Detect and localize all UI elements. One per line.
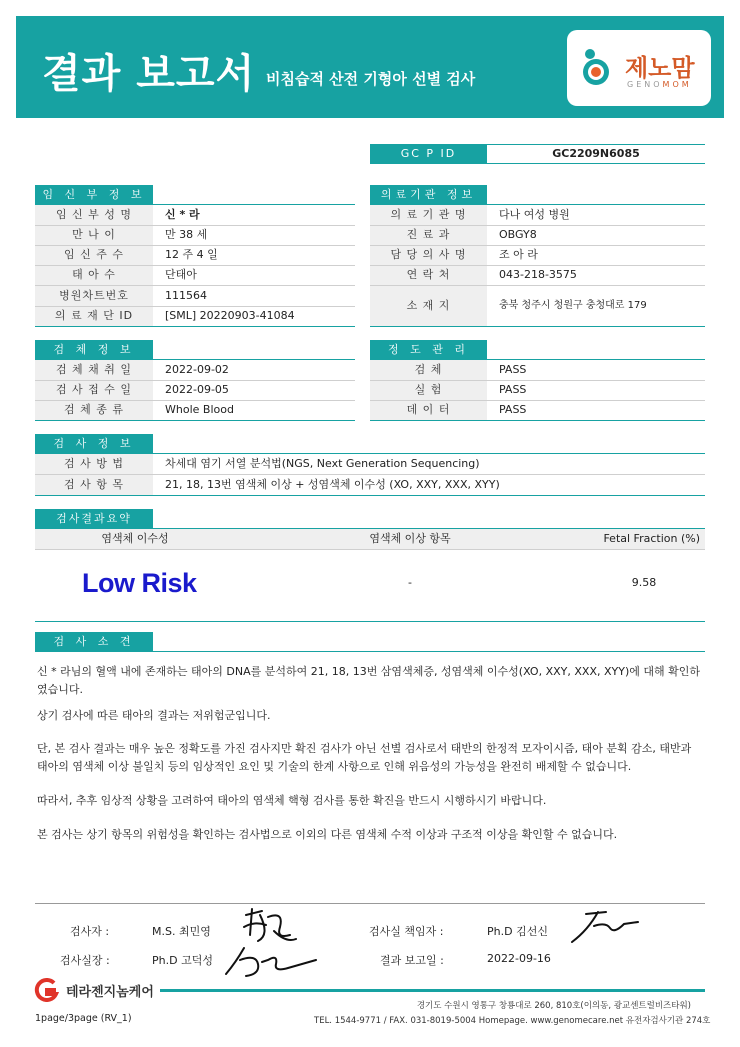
gcpid-label: GC P ID — [370, 144, 487, 164]
summary-col-fetal-fraction: Fetal Fraction (%) — [603, 532, 700, 545]
qc-data-value: PASS — [499, 403, 527, 416]
qc-specimen-value: PASS — [499, 363, 527, 376]
genomom-logo — [567, 30, 711, 106]
fetus-count-value: 단태아 — [165, 268, 197, 281]
chart-number-label: 병원차트번호 — [35, 286, 153, 306]
report-title: 결과 보고서 — [42, 51, 256, 97]
page-indicator: 1page/3page (RV_1) — [35, 1013, 132, 1024]
report-date-value: 2022-09-16 — [487, 952, 551, 965]
qc-experiment-value: PASS — [499, 383, 527, 396]
qc-data-label: 데 이 터 — [370, 400, 487, 420]
lab-head-label: 검사실장 : — [60, 954, 110, 967]
test-items-label: 검 사 항 목 — [35, 475, 153, 495]
finding-paragraph-2: 상기 검사에 따른 태아의 결과는 저위험군입니다. — [37, 709, 271, 722]
report-date-label: 결과 보고일 : — [380, 954, 444, 967]
receipt-date-value: 2022-09-05 — [165, 383, 229, 396]
responsible-name: Ph.D 김선신 — [487, 925, 548, 938]
collection-date-value: 2022-09-02 — [165, 363, 229, 376]
finding-paragraph-5: 본 검사는 상기 항목의 위험성을 확인하는 검사법으로 이외의 다른 염색체 수적 이상과 구조적 이상을 확인할 수 없습니다. — [37, 828, 618, 841]
foundation-id-value: [SML] 20220903-41084 — [165, 309, 295, 322]
tester-name: M.S. 최민영 — [152, 925, 211, 938]
theragen-mark-icon — [32, 978, 62, 1002]
foundation-id-label: 의 료 재 단 ID — [35, 306, 153, 326]
test-info-section: 검 사 정 보 — [35, 434, 153, 453]
pregnant-name-label: 임 신 부 성 명 — [35, 205, 153, 225]
test-items-value: 21, 18, 13번 염색체 이상 + 성염색체 이수성 (XO, XXY, XXX, XYY) — [165, 478, 500, 491]
company-contact: TEL. 1544-9771 / FAX. 031-8019-5004 Homepage. www.genomecare.net 유전자검사기관 274호 — [314, 1016, 711, 1026]
qc-section: 정 도 관 리 — [370, 340, 487, 359]
gcpid-value: GC2209N6085 — [552, 147, 640, 160]
gestation-value: 12 주 4 일 — [165, 248, 218, 261]
fetal-fraction-value: 9.58 — [631, 576, 657, 589]
report-subtitle: 비침습적 산전 기형아 선별 검사 — [266, 70, 476, 88]
collection-date-label: 검 체 채 취 일 — [35, 360, 153, 380]
pregnant-info-section: 임 신 부 정 보 — [35, 185, 153, 204]
company-address: 경기도 수원시 영통구 창룡대로 260, 810호(이의동, 광교센트럴비즈타워) — [416, 1001, 691, 1011]
doctor-label: 담 당 의 사 명 — [370, 245, 487, 265]
department-value: OBGY8 — [499, 228, 537, 241]
specimen-info-section: 검 체 정 보 — [35, 340, 153, 359]
lab-head-name: Ph.D 고덕성 — [152, 954, 213, 967]
qc-specimen-label: 검 체 — [370, 360, 487, 380]
logo-english-text: GENOMOM — [627, 80, 692, 89]
doctor-value: 조 아 라 — [499, 248, 538, 261]
summary-col-abnormal: 염색체 이상 항목 — [369, 532, 451, 545]
fetus-count-label: 태 아 수 — [35, 265, 153, 285]
responsible-label: 검사실 책임자 : — [369, 925, 444, 938]
location-value: 충북 청주시 청원구 충청대로 179 — [499, 300, 647, 311]
summary-col-aneuploidy: 염색체 이수성 — [101, 532, 169, 545]
contact-label: 연 락 처 — [370, 265, 487, 285]
logo-korean-text: 제노맘 — [625, 54, 695, 82]
gestation-label: 임 신 주 수 — [35, 245, 153, 265]
institution-name-value: 다나 여성 병원 — [499, 208, 570, 221]
specimen-type-value: Whole Blood — [165, 403, 234, 416]
responsible-signature-icon — [566, 908, 642, 948]
qc-experiment-label: 실 험 — [370, 380, 487, 400]
receipt-date-label: 검 사 접 수 일 — [35, 380, 153, 400]
chart-number-value: 111564 — [165, 289, 207, 302]
age-value: 만 38 세 — [165, 228, 208, 241]
findings-section: 검 사 소 견 — [35, 632, 153, 651]
specimen-type-label: 검 체 종 류 — [35, 400, 153, 420]
location-label: 소 재 지 — [370, 286, 487, 326]
test-method-value: 차세대 염기 서열 분석법(NGS, Next Generation Sequencing) — [165, 457, 480, 470]
contact-value: 043-218-3575 — [499, 268, 577, 281]
institution-info-section: 의료기관 정보 — [370, 185, 487, 204]
pregnant-name-value: 신 * 라 — [165, 208, 200, 221]
abnormal-items-value: - — [408, 576, 412, 589]
genomom-mark-icon — [579, 46, 613, 90]
result-low-risk: Low Risk — [82, 568, 197, 598]
finding-paragraph-4: 따라서, 추후 임상적 상황을 고려하여 태아의 염색체 핵형 검사를 통한 확진을 반드시 시행하시기 바랍니다. — [37, 794, 547, 807]
department-label: 진 료 과 — [370, 225, 487, 245]
tester-label: 검사자 : — [70, 925, 110, 938]
finding-paragraph-1: 신 * 라님의 혈액 내에 존재하는 태아의 DNA를 분석하여 21, 18, 13번 삼염색체증, 성염색체 이수성(XO, XXY, XXX, XYY)에 대해 확인하였습니다. — [37, 665, 700, 696]
lab-head-signature-icon — [222, 940, 318, 982]
company-name: 테라젠지놈케어 — [66, 985, 154, 1000]
result-summary-section: 검사결과요약 — [35, 509, 153, 528]
test-method-label: 검 사 방 법 — [35, 454, 153, 474]
report-header — [16, 16, 724, 118]
institution-name-label: 의 료 기 관 명 — [370, 205, 487, 225]
age-label: 만 나 이 — [35, 225, 153, 245]
finding-paragraph-3: 단, 본 검사 결과는 매우 높은 정확도를 가진 검사지만 확진 검사가 아닌 선별 검사로서 태반의 한정적 모자이시즘, 태아 분획 감소, 태반과 태아의 염색체 이상 불일치 등의 임상적인 요인 및 기술의 한계 사항으로 인해 위음성의 가능성을 완전히 배제할 수 없습니다. — [37, 742, 692, 773]
